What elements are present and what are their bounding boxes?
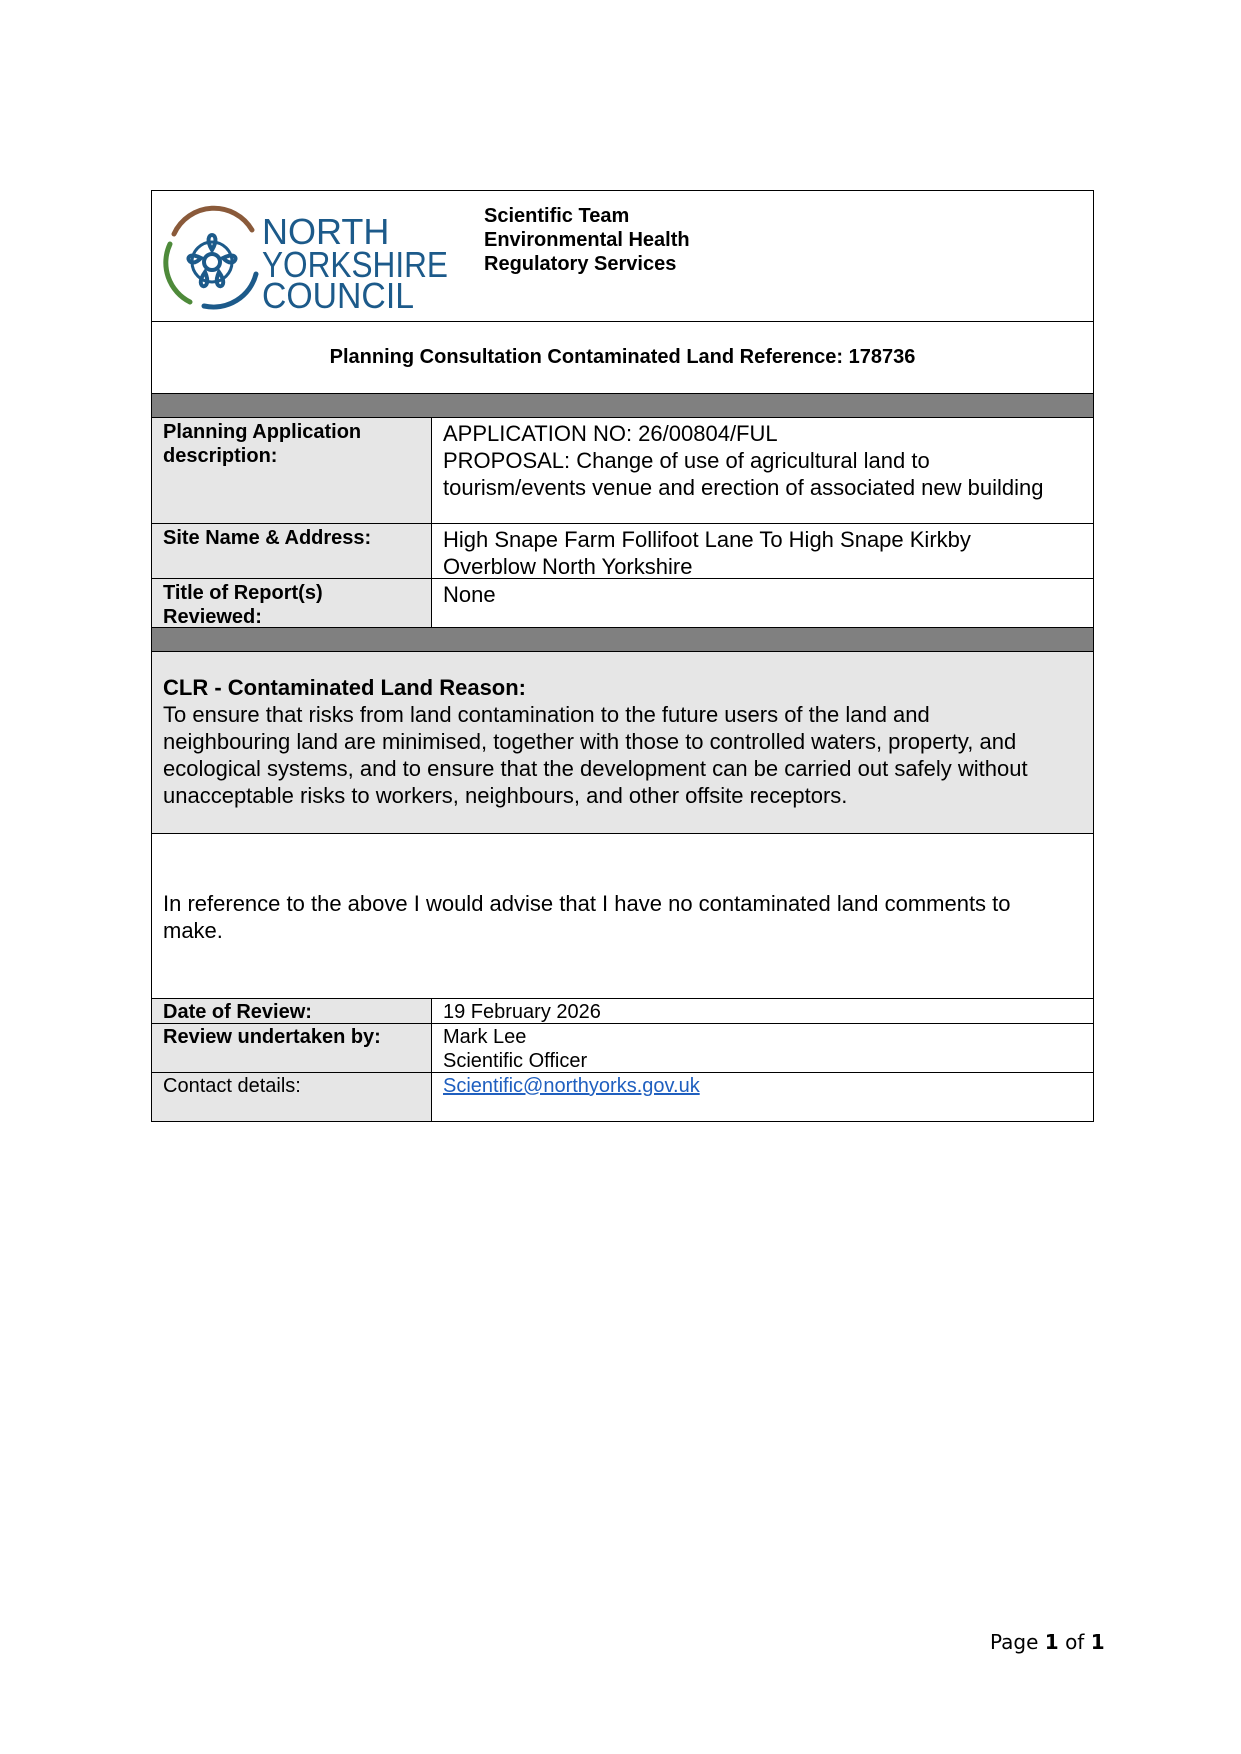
grey-divider-band bbox=[152, 394, 1093, 418]
contact-email-link[interactable]: Scientific@northyorks.gov.uk bbox=[443, 1075, 700, 1097]
application-row bbox=[152, 418, 1093, 524]
reviewer-name: Mark Lee bbox=[443, 1026, 527, 1048]
team-block bbox=[484, 204, 690, 276]
page-total: 1 bbox=[1090, 1630, 1105, 1654]
document-title: Planning Consultation Contaminated Land Reference: 178736 bbox=[152, 322, 1093, 394]
label-line: Reviewed: bbox=[163, 606, 262, 628]
reason-line: unacceptable risks to workers, neighbours, and other offsite receptors. bbox=[163, 783, 848, 808]
team-line: Scientific Team bbox=[484, 205, 630, 227]
application-number: APPLICATION NO: 26/00804/FUL bbox=[443, 421, 778, 446]
report-label bbox=[152, 579, 432, 627]
reviewer-label: Review undertaken by: bbox=[152, 1024, 432, 1072]
logo-word-north: NORTH bbox=[262, 211, 390, 252]
logo-word-yorkshire: YORKSHIRE bbox=[262, 244, 448, 285]
team-line: Environmental Health bbox=[484, 229, 690, 251]
reviewer-row bbox=[152, 1024, 1093, 1073]
report-value: None bbox=[443, 582, 496, 607]
contact-row bbox=[152, 1073, 1093, 1121]
comment-line: In reference to the above I would advise that I have no contaminated land comments to bbox=[163, 891, 1011, 916]
proposal-line: tourism/events venue and erection of associated new building bbox=[443, 475, 1044, 500]
contact-label: Contact details: bbox=[152, 1073, 432, 1121]
application-label bbox=[152, 418, 432, 523]
site-row bbox=[152, 524, 1093, 579]
date-row bbox=[152, 999, 1093, 1024]
reason-section bbox=[152, 652, 1093, 834]
label-line: description: bbox=[163, 445, 278, 467]
proposal-line: PROPOSAL: Change of use of agricultural land to bbox=[443, 448, 930, 473]
reason-line: ecological systems, and to ensure that the development can be carried out safely without bbox=[163, 756, 1028, 781]
logo-word-council: COUNCIL bbox=[262, 275, 414, 316]
comment-line: make. bbox=[163, 918, 223, 943]
header bbox=[152, 191, 1093, 322]
date-label: Date of Review: bbox=[152, 999, 432, 1023]
address-line: Overblow North Yorkshire bbox=[443, 554, 693, 579]
site-label: Site Name & Address: bbox=[152, 524, 432, 578]
reason-line: neighbouring land are minimised, together with those to controlled waters, property, and bbox=[163, 729, 1017, 754]
site-value bbox=[432, 524, 1093, 578]
label-line: Planning Application bbox=[163, 421, 362, 443]
reviewer-value bbox=[432, 1024, 1093, 1072]
page-of: of bbox=[1065, 1630, 1085, 1654]
comment-section bbox=[152, 834, 1093, 999]
page-word: Page bbox=[990, 1630, 1039, 1654]
address-line: High Snape Farm Follifoot Lane To High Snape Kirkby bbox=[443, 527, 971, 552]
label-line: Title of Report(s) bbox=[163, 582, 323, 604]
team-line: Regulatory Services bbox=[484, 253, 677, 275]
report-row bbox=[152, 579, 1093, 628]
consultation-form bbox=[151, 190, 1094, 1122]
application-value bbox=[432, 418, 1093, 523]
north-yorkshire-council-logo bbox=[160, 204, 450, 316]
contact-value bbox=[432, 1073, 1093, 1121]
reason-line: To ensure that risks from land contamination to the future users of the land and bbox=[163, 702, 930, 727]
page-number bbox=[990, 1630, 1105, 1654]
page-current: 1 bbox=[1044, 1630, 1059, 1654]
reason-title: CLR - Contaminated Land Reason: bbox=[163, 675, 527, 700]
reviewer-role: Scientific Officer bbox=[443, 1050, 588, 1072]
grey-divider-band bbox=[152, 628, 1093, 652]
date-value: 19 February 2026 bbox=[443, 1001, 601, 1023]
